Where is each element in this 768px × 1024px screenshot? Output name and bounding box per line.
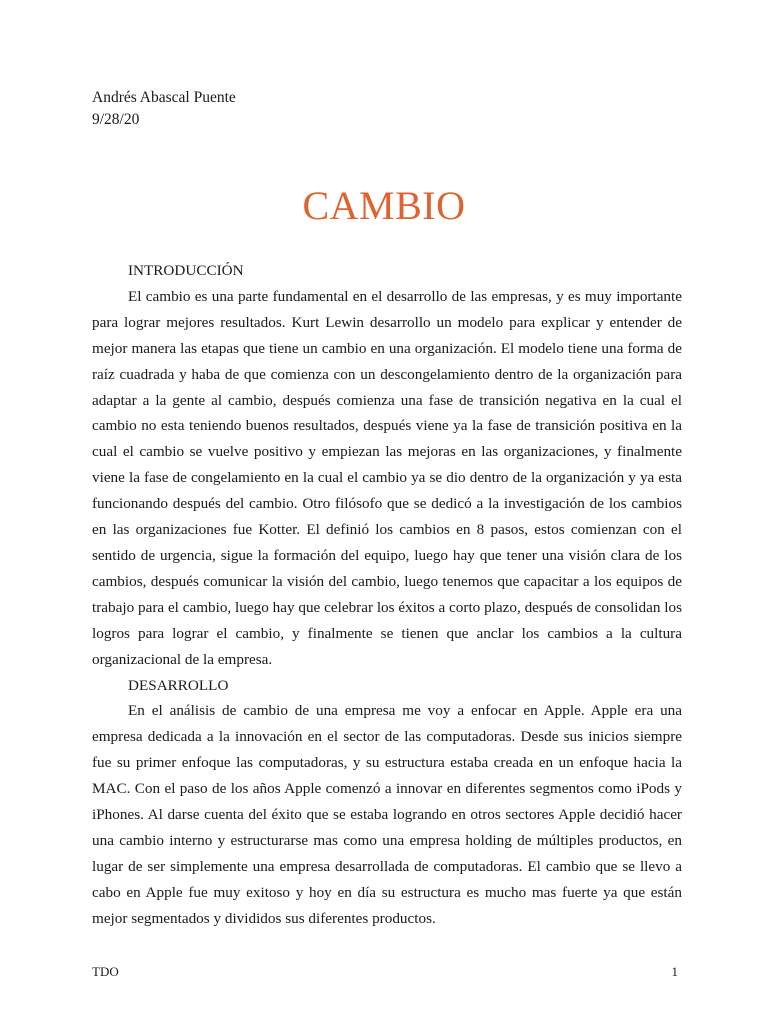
author-name: Andrés Abascal Puente	[92, 89, 236, 106]
footer-label: TDO	[92, 964, 119, 979]
author-block	[92, 87, 236, 131]
development-heading: DESARROLLO	[128, 676, 229, 694]
document-date: 9/28/20	[92, 111, 140, 128]
page-number: 1	[671, 964, 678, 979]
intro-heading: INTRODUCCIÓN	[128, 262, 244, 279]
development-paragraph: En el análisis de cambio de una empresa me voy a enfocar en Apple. Apple era una empresa dedicada a la innovación en el sector de las computadoras. Desde sus inicios siempre fue su primer enfoque las computadoras, y su estructura estaba creada en un enfoque hacia la MAC. Con el paso de los años Apple comenzó a innovar en diferentes segmentos como iPods y iPhones. Al darse cuenta del éxito que se estaba logrando en otros sectores Apple decidió hacer una cambio interno y estructurarse mas como una empresa holding de múltiples productos, en lugar de ser simplemente una empresa desarrollada de computadoras. El cambio que se llevo a cabo en Apple fue muy exitoso y hoy en día su estructura es mucho mas fuerte ya que están mejor segmentados y divididos sus diferentes productos.	[92, 702, 682, 927]
document-body	[92, 258, 682, 932]
document-title: CAMBIO	[302, 183, 466, 228]
intro-paragraph: El cambio es una parte fundamental en el desarrollo de las empresas, y es muy importante para lograr mejores resultados. Kurt Lewin desarrollo un modelo para explicar y entender de mejor manera las etapas que tiene un cambio en una organización. El modelo tiene una forma de raíz cuadrada y haba de que comienza con un descongelamiento dentro de la organización para adaptar a la gente al cambio, después comienza una fase de transición negativa en la cual el cambio no esta teniendo buenos resultados, después viene ya la fase de transición positiva en la cual el cambio se vuelve positivo y empiezan las mejoras en las organizaciones, y finalmente viene la fase de congelamiento en la cual el cambio ya se dio dentro de la organización y ya esta funcionando después del cambio. Otro filósofo que se dedicó a la investigación de los cambios en las organizaciones fue Kotter. El definió los cambios en 8 pasos, estos comienzan con el sentido de urgencia, sigue la formación del equipo, luego hay que tener una visión clara de los cambios, después comunicar la visión del cambio, luego tenemos que capacitar a los equipos de trabajo para el cambio, luego hay que celebrar los éxitos a corto plazo, después de consolidan los logros para lograr el cambio, y finalmente se tienen que anclar los cambios a la cultura organizacional de la empresa.	[92, 287, 682, 668]
